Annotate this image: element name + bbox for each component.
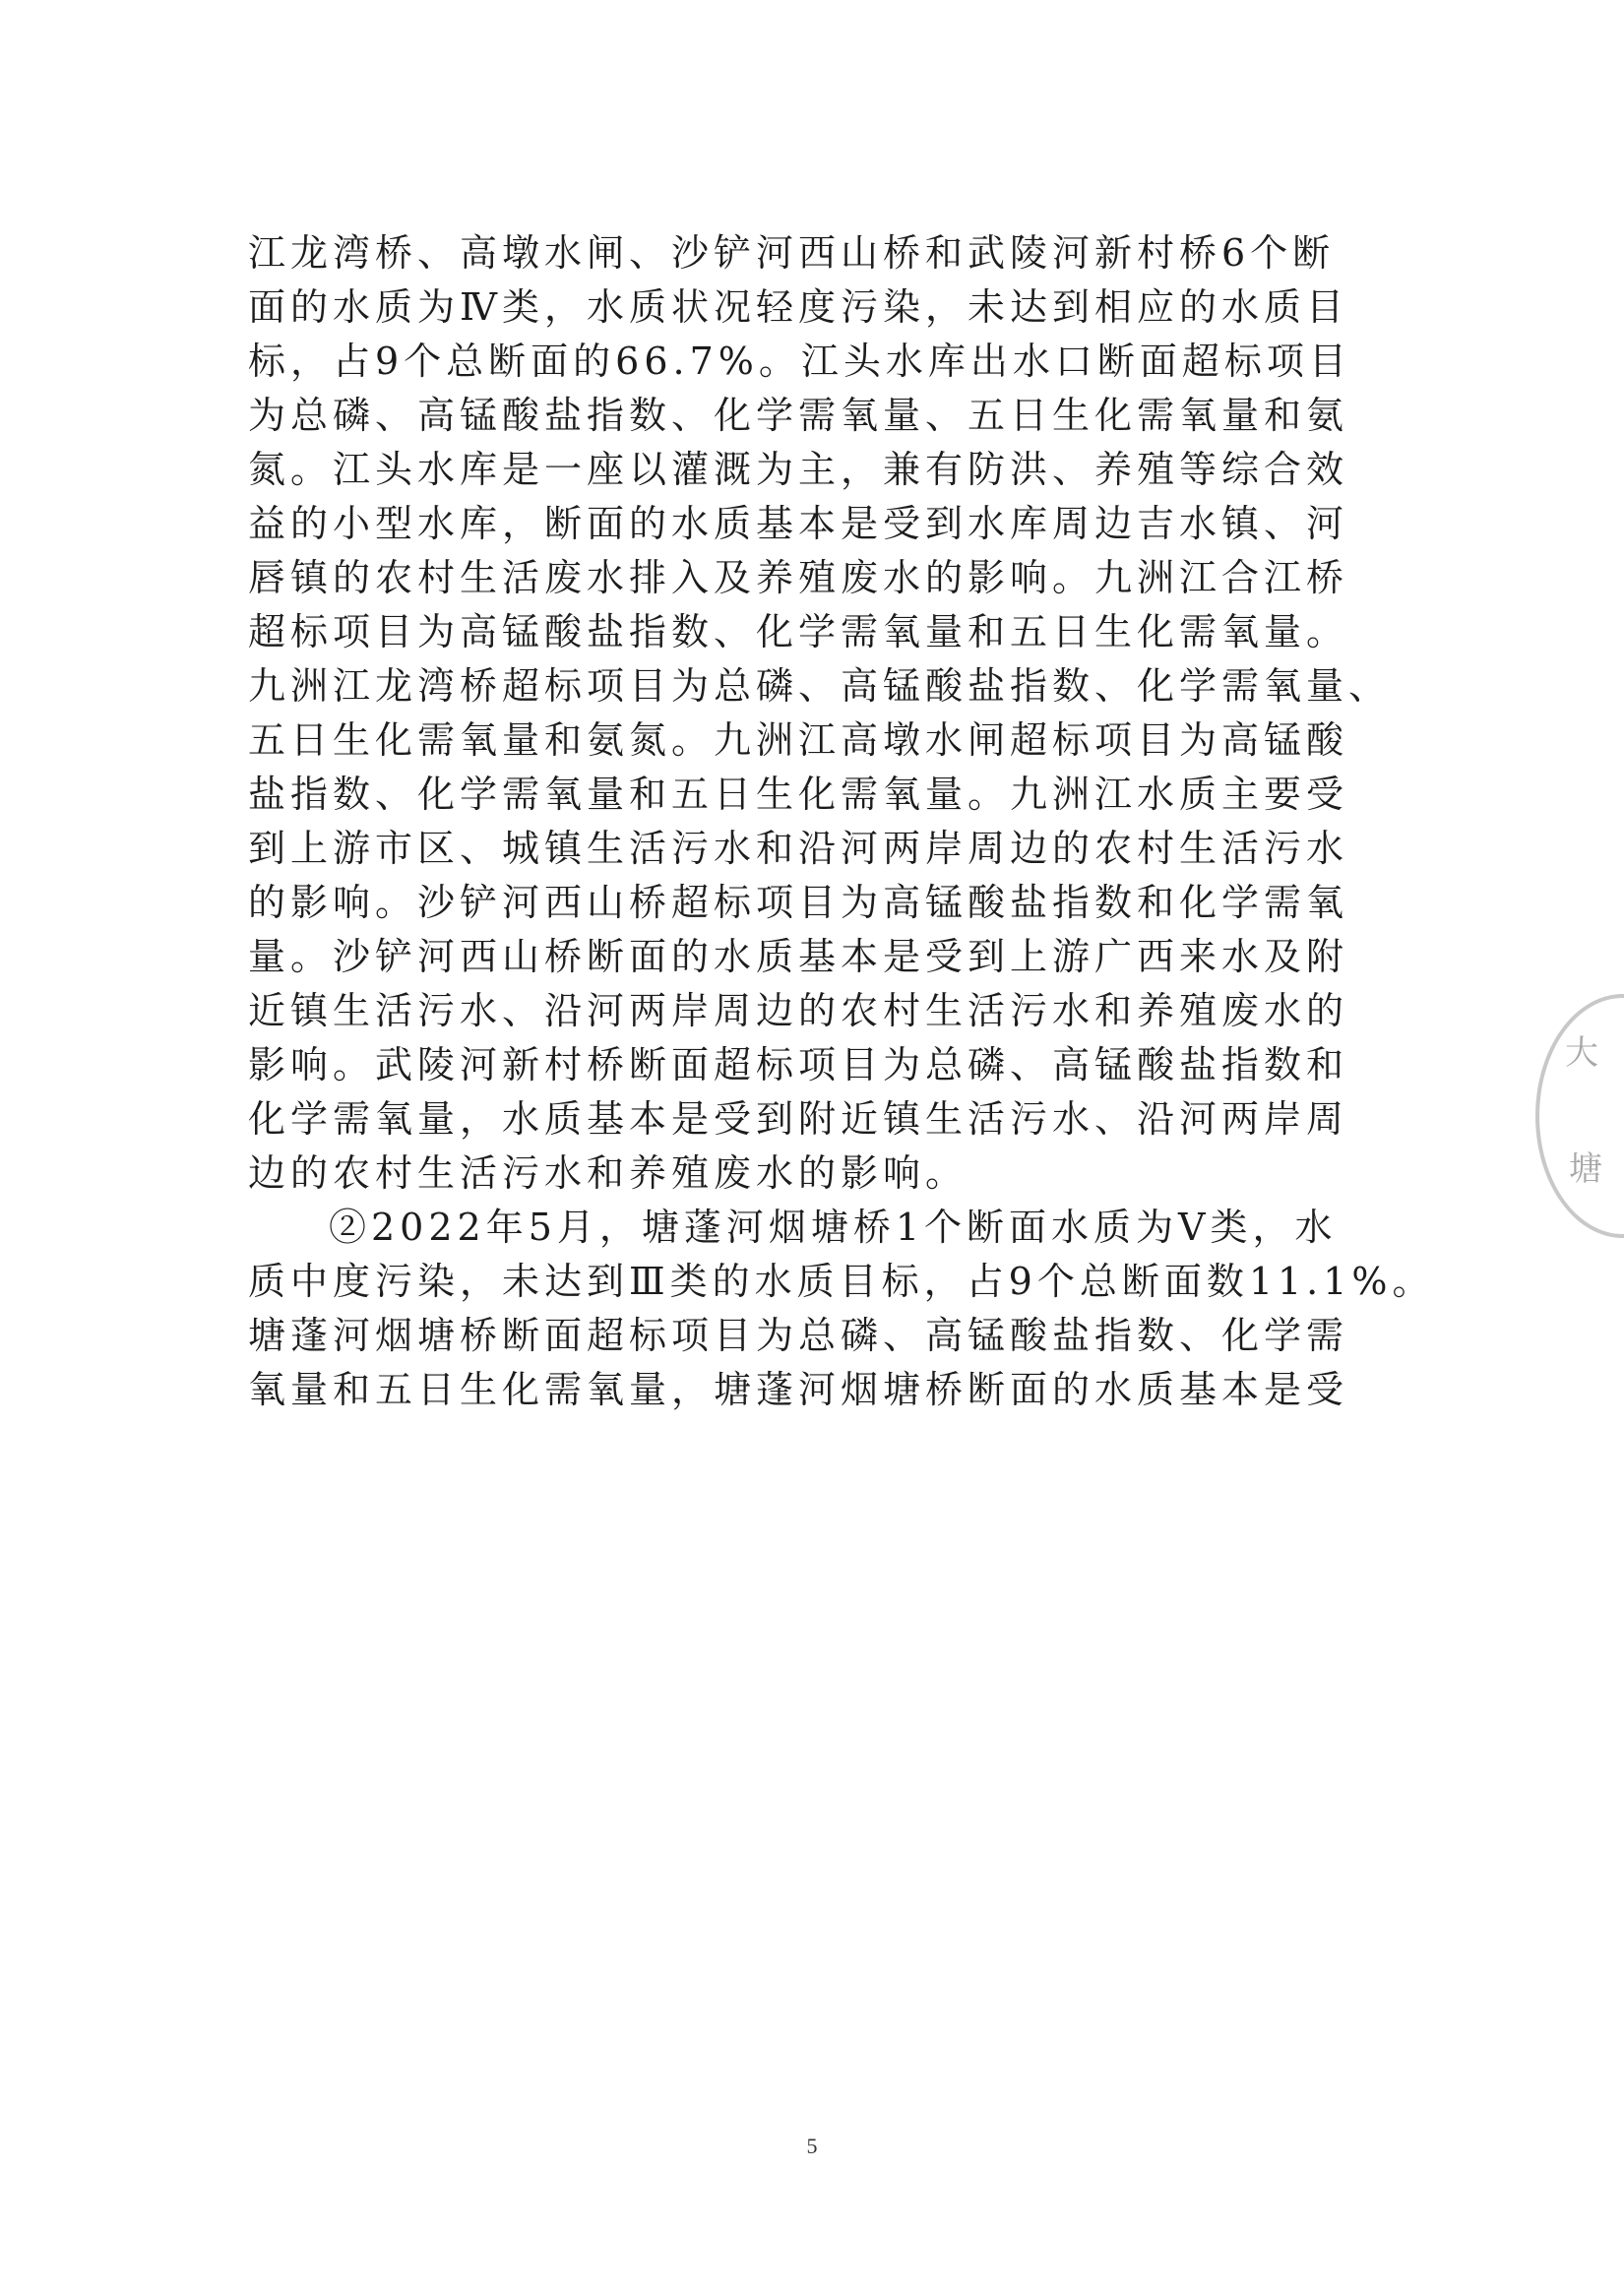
- text-line: 的影响。沙铲河西山桥超标项目为高锰酸盐指数和化学需氧: [248, 881, 1349, 924]
- text-line: 标，占9个总断面的66.7%。江头水库出水口断面超标项目: [248, 340, 1351, 383]
- text-line: ②2022年5月，塘蓬河烟塘桥1个断面水质为Ⅴ类，水: [329, 1206, 1338, 1249]
- text-line: 质中度污染，未达到Ⅲ类的水质目标，占9个总断面数11.1%。: [248, 1260, 1435, 1303]
- text-line: 面的水质为Ⅳ类，水质状况轻度污染，未达到相应的水质目: [248, 285, 1348, 329]
- seal-char: 塘: [1569, 1149, 1602, 1189]
- text-line: 影响。武陵河新村桥断面超标项目为总磷、高锰酸盐指数和: [248, 1043, 1349, 1086]
- page-number: 5: [806, 2134, 818, 2158]
- text-line: 九洲江龙湾桥超标项目为总磷、高锰酸盐指数、化学需氧量、: [248, 664, 1392, 708]
- text-line: 近镇生活污水、沿河两岸周边的农村生活污水和养殖废水的: [248, 989, 1349, 1032]
- text-line: 化学需氧量，水质基本是受到附近镇生活污水、沿河两岸周: [248, 1097, 1349, 1141]
- text-line: 氮。江头水库是一座以灌溉为主，兼有防洪、养殖等综合效: [248, 448, 1349, 491]
- text-line: 边的农村生活污水和养殖废水的影响。: [248, 1151, 968, 1195]
- text-line: 盐指数、化学需氧量和五日生化需氧量。九洲江水质主要受: [248, 773, 1349, 816]
- text-line: 塘蓬河烟塘桥断面超标项目为总磷、高锰酸盐指数、化学需: [248, 1314, 1349, 1357]
- text-line: 益的小型水库，断面的水质基本是受到水库周边吉水镇、河: [248, 502, 1349, 545]
- text-line: 到上游市区、城镇生活污水和沿河两岸周边的农村生活污水: [248, 827, 1349, 870]
- text-line: 五日生化需氧量和氨氮。九洲江高墩水闸超标项目为高锰酸: [248, 718, 1349, 762]
- seal-char: 大: [1565, 1033, 1598, 1073]
- text-line: 超标项目为高锰酸盐指数、化学需氧量和五日生化需氧量。: [248, 610, 1349, 653]
- text-line: 江龙湾桥、高墩水闸、沙铲河西山桥和武陵河新村桥6个断: [248, 231, 1336, 275]
- text-line: 量。沙铲河西山桥断面的水质基本是受到上游广西来水及附: [248, 935, 1349, 978]
- text-line: 为总磷、高锰酸盐指数、化学需氧量、五日生化需氧量和氨: [248, 394, 1349, 437]
- text-line: 唇镇的农村生活废水排入及养殖废水的影响。九洲江合江桥: [248, 556, 1349, 599]
- text-line: 氧量和五日生化需氧量，塘蓬河烟塘桥断面的水质基本是受: [248, 1368, 1349, 1411]
